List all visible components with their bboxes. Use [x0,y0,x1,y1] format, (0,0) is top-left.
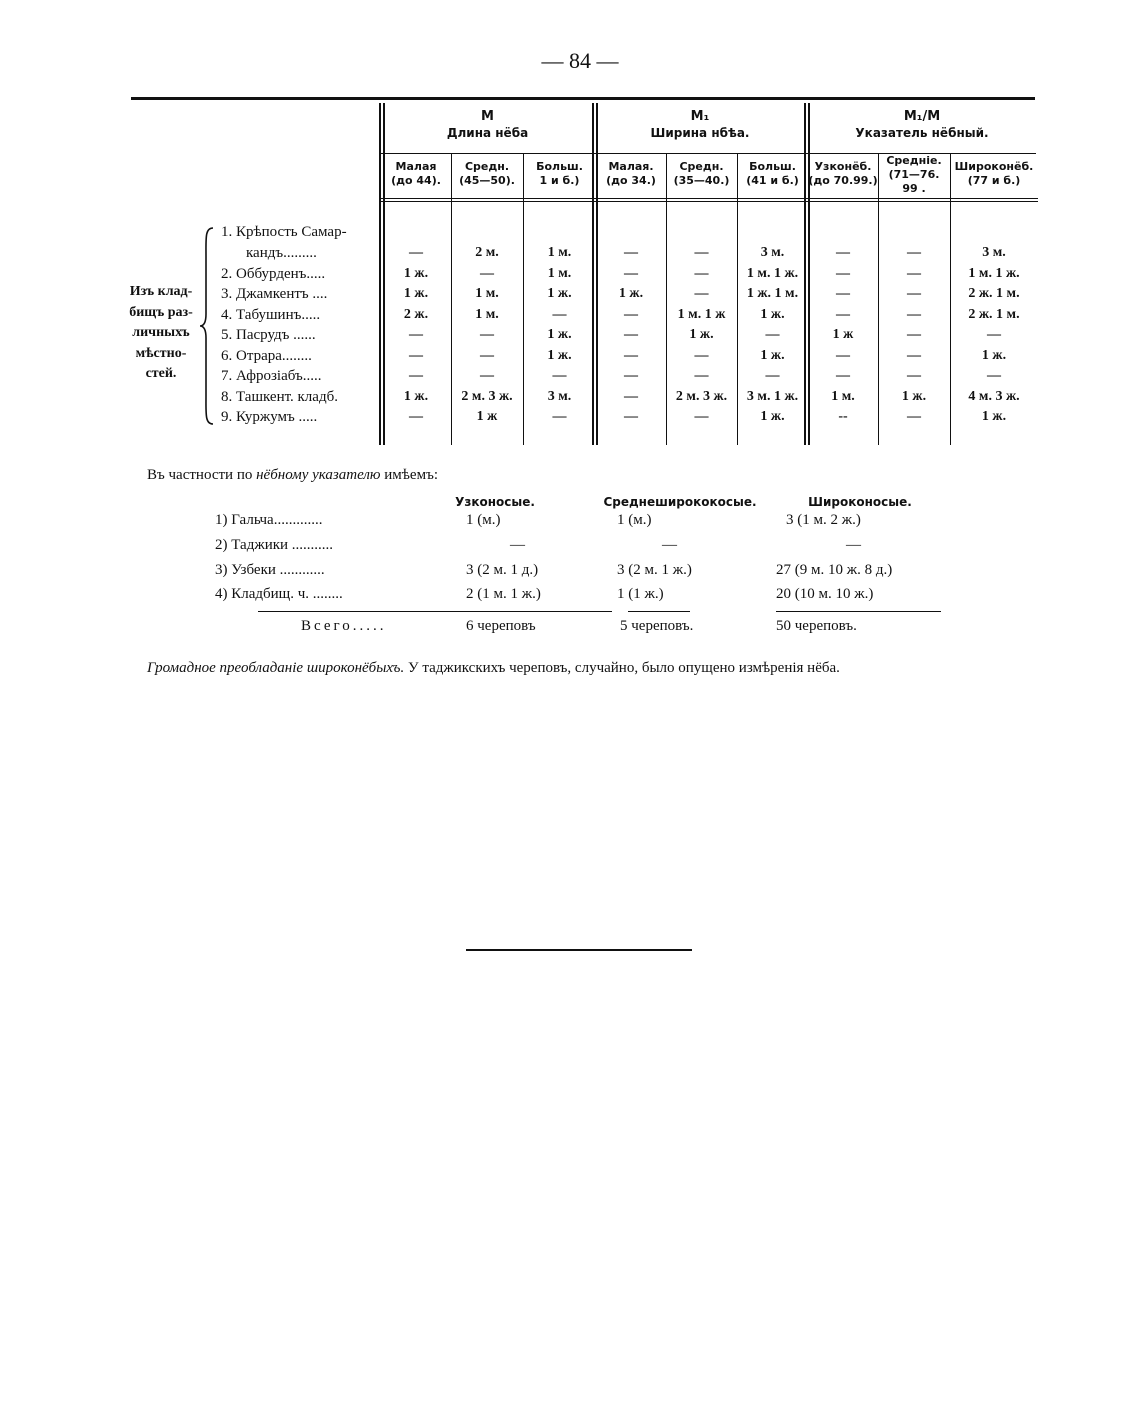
cell-r9-c9: 1 ж. [981,409,1007,424]
cell-r2-c5: — [694,265,709,281]
subhead-line: Средн. [679,160,724,173]
cell-r6-c6: 1 ж. [760,347,785,363]
cell-r6-c3: 1 ж. [547,347,572,363]
cell-r9-c2: 1 ж [476,409,498,424]
subhead-line: (45—50). [459,174,515,187]
side-group-line: Изъ клад- [129,284,193,299]
sum-rule-mid [628,611,690,612]
subhead-line: Малая [395,160,437,173]
subhead-7 [878,154,950,196]
subhead-line: Больш. [749,160,796,173]
cell-r3-c3: 1 ж. [547,286,572,301]
subhead-line: (77 и б.) [967,174,1021,187]
cell-r5-c2: — [480,327,494,342]
cell-r8-c3: 3 м. [547,388,572,404]
cell-r3-c5: — [694,286,709,301]
subhead-line: (71—76. [888,168,940,181]
cell-r6-c5: — [694,347,709,363]
side-group-line: личныхъ [132,325,190,340]
cell-r2-c6: 1 м. 1 ж. [746,265,799,281]
cell-r4-c3: — [552,306,567,322]
cell-r1-c7: — [836,245,850,260]
header-bottom-rule [381,198,1038,202]
cell-r1-c4: — [624,245,638,260]
cell-r5-c3: 1 ж. [547,327,572,342]
group-label-0: Длина нёба [446,126,529,140]
cell-r7-c6: — [765,368,780,383]
side-group-label [120,282,202,385]
cell-r3-c7: — [836,286,850,301]
cell-r9-c5: — [694,409,709,424]
conclusion-text: У таджикскихъ череповъ, случайно, было опущено измѣренія нёба. [404,660,840,676]
cell-r6-c2: — [480,347,494,363]
row-label-8: 8. Ташкент. кладб. [221,388,338,405]
cell-r3-c6: 1 ж. 1 м. [746,286,799,301]
cell-r3-c4: 1 ж. [618,286,644,301]
cell-r5-c8: — [907,327,921,342]
subhead-line: (до 44). [391,174,441,187]
row-label-2: 2. Оббурденъ..... [221,265,326,282]
subhead-line: Средніе. [886,154,942,167]
subhead-line: Узконёб. [814,160,872,173]
cell-r9-c8: — [907,409,921,424]
index-row-value: 3 (1 м. 2 ж.) [786,512,861,528]
header-medium-nosed: Среднеширококосые. [603,495,757,509]
subhead-line: Средн. [464,160,510,173]
cell-r9-c4: — [624,409,638,424]
cell-r2-c7: — [836,265,850,281]
row-label-6: 6. Отрара........ [221,347,312,364]
row-label-7: 7. Афрозіабъ..... [221,368,322,384]
cell-r9-c7: -- [838,409,848,424]
cell-r1-c6: 3 м. [760,245,785,260]
cell-r7-c5: — [694,368,709,383]
conclusion-italic: Громадное преобладаніе широконёбыхъ. [147,660,405,676]
subhead-line: (до 34.) [606,174,656,187]
subhead-2 [523,160,596,188]
cell-r8-c5: 2 м. 3 ж. [675,388,728,404]
subhead-line: (35—40.) [673,174,730,187]
cell-r7-c3: — [552,368,567,383]
index-intro [147,467,438,484]
cell-r1-c9: 3 м. [982,245,1006,260]
cell-r7-c7: — [836,368,850,383]
bottom-rule [466,949,692,951]
cell-r5-c6: — [765,327,780,342]
cell-r2-c2: — [480,265,494,281]
cell-r7-c9: — [987,368,1001,383]
side-group-line: мѣстно- [135,345,187,361]
cell-r1-c3: 1 м. [547,245,572,260]
subhead-line: (до 70.99.) [808,174,878,187]
cell-r8-c2: 2 м. 3 ж. [461,388,513,404]
cell-r2-c8: — [907,265,921,281]
row-label-3: 3. Джамкентъ .... [221,286,328,302]
cell-r5-c4: — [624,327,638,342]
cell-r7-c8: — [907,368,921,383]
cell-r3-c2: 1 м. [475,286,499,301]
cell-r1-c2: 2 м. [475,245,499,260]
cell-r4-c4: — [624,306,638,322]
cell-r4-c1: 2 ж. [403,306,429,322]
cell-r5-c9: — [987,327,1001,342]
cell-r1-c5: — [694,245,709,260]
row-label-1: кандъ......... [246,245,317,261]
cell-r4-c7: — [836,306,850,322]
cell-r6-c8: — [907,347,921,363]
subhead-line: Больш. [536,160,583,173]
cell-r5-c7: 1 ж [832,327,854,342]
cell-r2-c4: — [624,265,638,281]
row-label-9: 9. Куржумъ ..... [221,409,318,425]
index-row-label: 4) Кладбищ. ч. ........ [215,586,343,602]
total-label: Всего..... [301,618,387,634]
cell-r2-c9: 1 м. 1 ж. [968,265,1020,281]
subhead-1 [451,160,523,188]
group-symbol-1: M₁ [690,109,710,124]
cell-r4-c9: 2 ж. 1 м. [968,306,1020,322]
cell-r6-c4: — [624,347,638,363]
palate-measurement-table [0,0,1140,460]
index-row-value: 2 (1 м. 1 ж.) [466,586,541,602]
row-label-4: 4. Табушинъ..... [221,306,321,323]
cell-r8-c1: 1 ж. [403,388,429,404]
index-row-label: 3) Узбеки ............ [215,562,325,578]
sum-rule-right [776,611,941,612]
subhead-line: Малая. [608,160,654,173]
cell-r2-c1: 1 ж. [403,265,429,281]
subhead-3 [596,160,666,188]
subhead-8 [950,160,1038,188]
cell-r3-c9: 2 ж. 1 м. [968,286,1020,301]
conclusion [147,660,840,677]
index-row-value: — [846,537,861,553]
total-narrow: 6 череповъ [466,618,536,634]
total-medium: 5 череповъ. [620,618,694,634]
cell-r4-c5: 1 м. 1 ж [677,306,726,322]
cell-r9-c1: — [409,409,423,424]
row-label-5: 5. Пасрудъ ...... [221,327,316,343]
cell-r8-c8: 1 ж. [901,388,927,404]
subhead-line: Широконёб. [954,160,1034,173]
subhead-line: (41 и б.) [746,174,799,187]
index-row-label: 1) Гальча............. [215,512,323,528]
group-label-1: Ширина нбѣа. [650,126,750,140]
cell-r9-c3: — [552,409,567,424]
index-row-value: — [662,537,677,553]
cell-r6-c1: — [409,347,423,363]
cell-r4-c6: 1 ж. [760,306,785,322]
group-header-0 [383,108,592,142]
index-row-value: 1 (м.) [466,512,501,528]
subhead-line: 1 и б.) [539,174,580,187]
index-row-value: 27 (9 м. 10 ж. 8 д.) [776,562,893,578]
subhead-6 [808,160,878,188]
cell-r5-c5: 1 ж. [689,327,714,342]
group-label-2: Указатель нёбный. [855,126,989,140]
subhead-line: 99 . [902,182,926,195]
index-row-label: 2) Таджики ........... [215,537,334,553]
cell-r8-c4: — [624,388,638,404]
intro-text-after: имѣемъ: [380,467,438,483]
cell-r7-c4: — [624,368,638,383]
side-group-line: бищъ раз- [129,304,193,320]
cell-r7-c1: — [409,368,423,383]
cell-r4-c2: 1 м. [475,306,499,322]
subhead-5 [737,160,808,188]
row-label-1: 1. Крѣпость Самар- [221,224,347,240]
cell-r5-c1: — [409,327,423,342]
cell-r3-c8: — [907,286,921,301]
cell-r6-c9: 1 ж. [981,347,1007,363]
index-row-value: 1 (1 ж.) [617,586,664,602]
group-symbol-2: M₁/M [903,109,941,124]
intro-italic: нёбному указателю [256,467,381,483]
cell-r8-c9: 4 м. 3 ж. [968,388,1020,404]
header-broad-nosed: Широконосые. [808,495,912,509]
cell-r2-c3: 1 м. [547,265,572,281]
page-number: — 84 — [541,48,619,73]
index-row-value: 20 (10 м. 10 ж.) [776,586,874,602]
side-group-line: стей. [145,366,177,381]
cell-r9-c6: 1 ж. [760,409,785,424]
cell-r6-c7: — [836,347,850,363]
cell-r1-c8: — [907,245,921,260]
index-row-value: 3 (2 м. 1 ж.) [617,562,692,578]
index-row-value: 3 (2 м. 1 д.) [466,562,539,578]
cell-r4-c8: — [907,306,921,322]
subhead-4 [666,160,737,188]
index-row-value: 1 (м.) [617,512,652,528]
group-header-2 [808,108,1036,142]
header-narrow-nosed: Узконосые. [455,495,535,509]
cell-r7-c2: — [480,368,494,383]
index-row-value: — [510,537,525,553]
cell-r8-c7: 1 м. [831,388,855,404]
sum-rule-left [258,611,612,612]
group-symbol-0: M [481,109,494,124]
subhead-0 [381,160,451,188]
total-broad: 50 череповъ. [776,618,857,634]
cell-r8-c6: 3 м. 1 ж. [746,388,799,404]
cell-r1-c1: — [409,245,423,260]
cell-r3-c1: 1 ж. [403,286,429,301]
group-header-1 [596,108,804,142]
intro-text: Въ частности по [147,467,257,483]
